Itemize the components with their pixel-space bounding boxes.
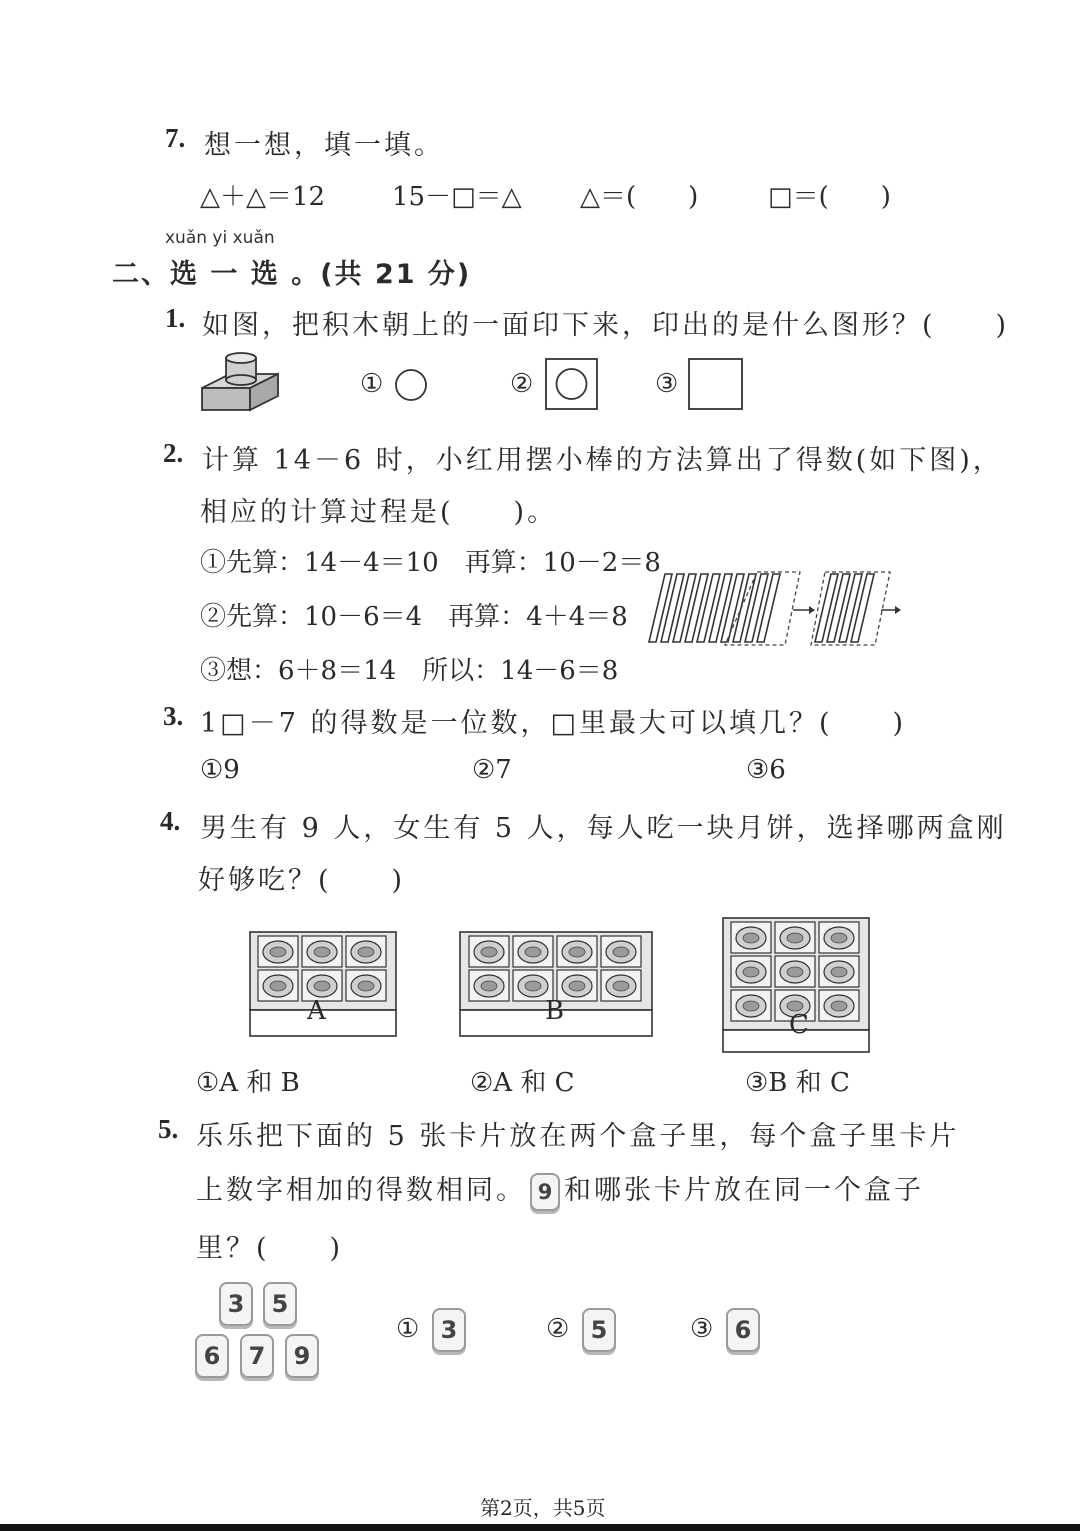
mooncake-pattern	[525, 947, 541, 957]
mooncake-pattern	[831, 933, 847, 943]
mooncake-pattern	[270, 981, 286, 991]
s1-option-3-label: ③	[655, 369, 679, 399]
mooncake-pattern	[743, 1001, 759, 1011]
question-7-prompt: 想一想，填一填。	[204, 130, 444, 161]
s4-number: 4.	[160, 806, 181, 836]
s1-option-2-label: ②	[510, 369, 534, 399]
s4-option-1: ①A 和 B	[196, 1068, 300, 1098]
section-2-title: 二、选 一 选 。(共 21 分)	[112, 259, 472, 290]
s5-line-3: 里？( )	[196, 1233, 344, 1264]
sticks-illustration	[645, 572, 905, 648]
mooncake-pattern	[270, 947, 286, 957]
mooncake-pattern	[358, 981, 374, 991]
mooncake-pattern	[831, 1001, 847, 1011]
bottom-edge-bar	[0, 1524, 1080, 1531]
mooncake-pattern	[831, 967, 847, 977]
s2-option-1: ①先算：14－4＝10 再算：10－2＝8	[200, 548, 661, 578]
s3-option-1: ①9	[200, 755, 240, 785]
box-a-label: A	[307, 996, 326, 1026]
s5-line-2	[196, 1168, 924, 1211]
s5-line-2-end: 和哪张卡片放在同一个盒子	[564, 1175, 924, 1206]
page-footer: 第2页，共5页	[480, 1496, 606, 1520]
s5-option-2-label: ②	[546, 1314, 570, 1344]
mooncake-pattern	[743, 933, 759, 943]
building-block-illustration	[198, 352, 282, 414]
mooncake-pattern	[569, 981, 585, 991]
s3-text: 1□－7 的得数是一位数，□里最大可以填几？( )	[200, 708, 907, 739]
box-c-label: C	[789, 1010, 809, 1040]
mooncake-pattern	[569, 947, 585, 957]
option-card-5: 5	[582, 1308, 616, 1352]
s3-option-3: ③6	[746, 755, 786, 785]
mooncake-pattern	[613, 947, 629, 957]
card-9-inline: 9	[530, 1173, 560, 1211]
s5-option-1-label: ①	[396, 1314, 420, 1344]
mooncake-pattern	[787, 933, 803, 943]
section-2-pinyin: xuǎn yi xuǎn	[165, 228, 275, 248]
square-shape-icon	[688, 358, 744, 410]
mooncake-pattern	[314, 947, 330, 957]
mooncake-pattern	[481, 981, 497, 991]
s4-line-2: 好够吃？( )	[198, 865, 406, 896]
card-7: 7	[240, 1334, 274, 1378]
circle-shape-icon	[394, 368, 428, 402]
card-5: 5	[263, 1282, 297, 1326]
arrow-head	[809, 606, 815, 614]
s2-option-3: ③想：6＋8＝14 所以：14－6＝8	[200, 656, 619, 686]
card-9: 9	[285, 1334, 319, 1378]
s3-option-2: ②7	[472, 755, 512, 785]
s4-option-3: ③B 和 C	[745, 1068, 850, 1098]
arrow-head	[895, 606, 901, 614]
mooncake-pattern	[314, 981, 330, 991]
s1-number: 1.	[165, 303, 186, 333]
s2-line-1: 计算 14－6 时，小红用摆小棒的方法算出了得数(如下图)，	[202, 445, 1003, 476]
s1-option-1-label: ①	[360, 369, 384, 399]
card-6: 6	[195, 1334, 229, 1378]
s5-number: 5.	[158, 1114, 179, 1144]
mooncake-pattern	[358, 947, 374, 957]
s4-line-1: 男生有 9 人，女生有 5 人，每人吃一块月饼，选择哪两盒刚	[200, 813, 1007, 844]
s5-line-2-start: 上数字相加的得数相同。	[196, 1175, 526, 1206]
mooncake-pattern	[787, 967, 803, 977]
s5-line-1: 乐乐把下面的 5 张卡片放在两个盒子里，每个盒子里卡片	[196, 1121, 960, 1152]
equation-2: 15－□＝△	[392, 182, 522, 212]
box-b-label: B	[545, 996, 565, 1026]
s4-option-2: ②A 和 C	[470, 1068, 575, 1098]
s1-text: 如图，把积木朝上的一面印下来，印出的是什么图形？( )	[202, 310, 1010, 341]
s5-option-3-label: ③	[690, 1314, 714, 1344]
answer-triangle: △＝( )	[580, 182, 699, 212]
equation-1: △＋△＝12	[200, 182, 326, 212]
question-7-number: 7.	[165, 123, 186, 153]
mooncake-pattern	[525, 981, 541, 991]
s2-line-2: 相应的计算过程是( )。	[200, 497, 558, 528]
answer-square: □＝( )	[768, 182, 891, 212]
card-3: 3	[219, 1282, 253, 1326]
option-card-6: 6	[726, 1308, 760, 1352]
s2-number: 2.	[163, 438, 184, 468]
mooncake-pattern	[613, 981, 629, 991]
circle-in-square-icon	[545, 358, 599, 410]
mooncake-pattern	[481, 947, 497, 957]
s2-option-2: ②先算：10－6＝4 再算：4＋4＝8	[200, 602, 628, 632]
mooncake-pattern	[743, 967, 759, 977]
option-card-3: 3	[432, 1308, 466, 1352]
s3-number: 3.	[163, 701, 184, 731]
